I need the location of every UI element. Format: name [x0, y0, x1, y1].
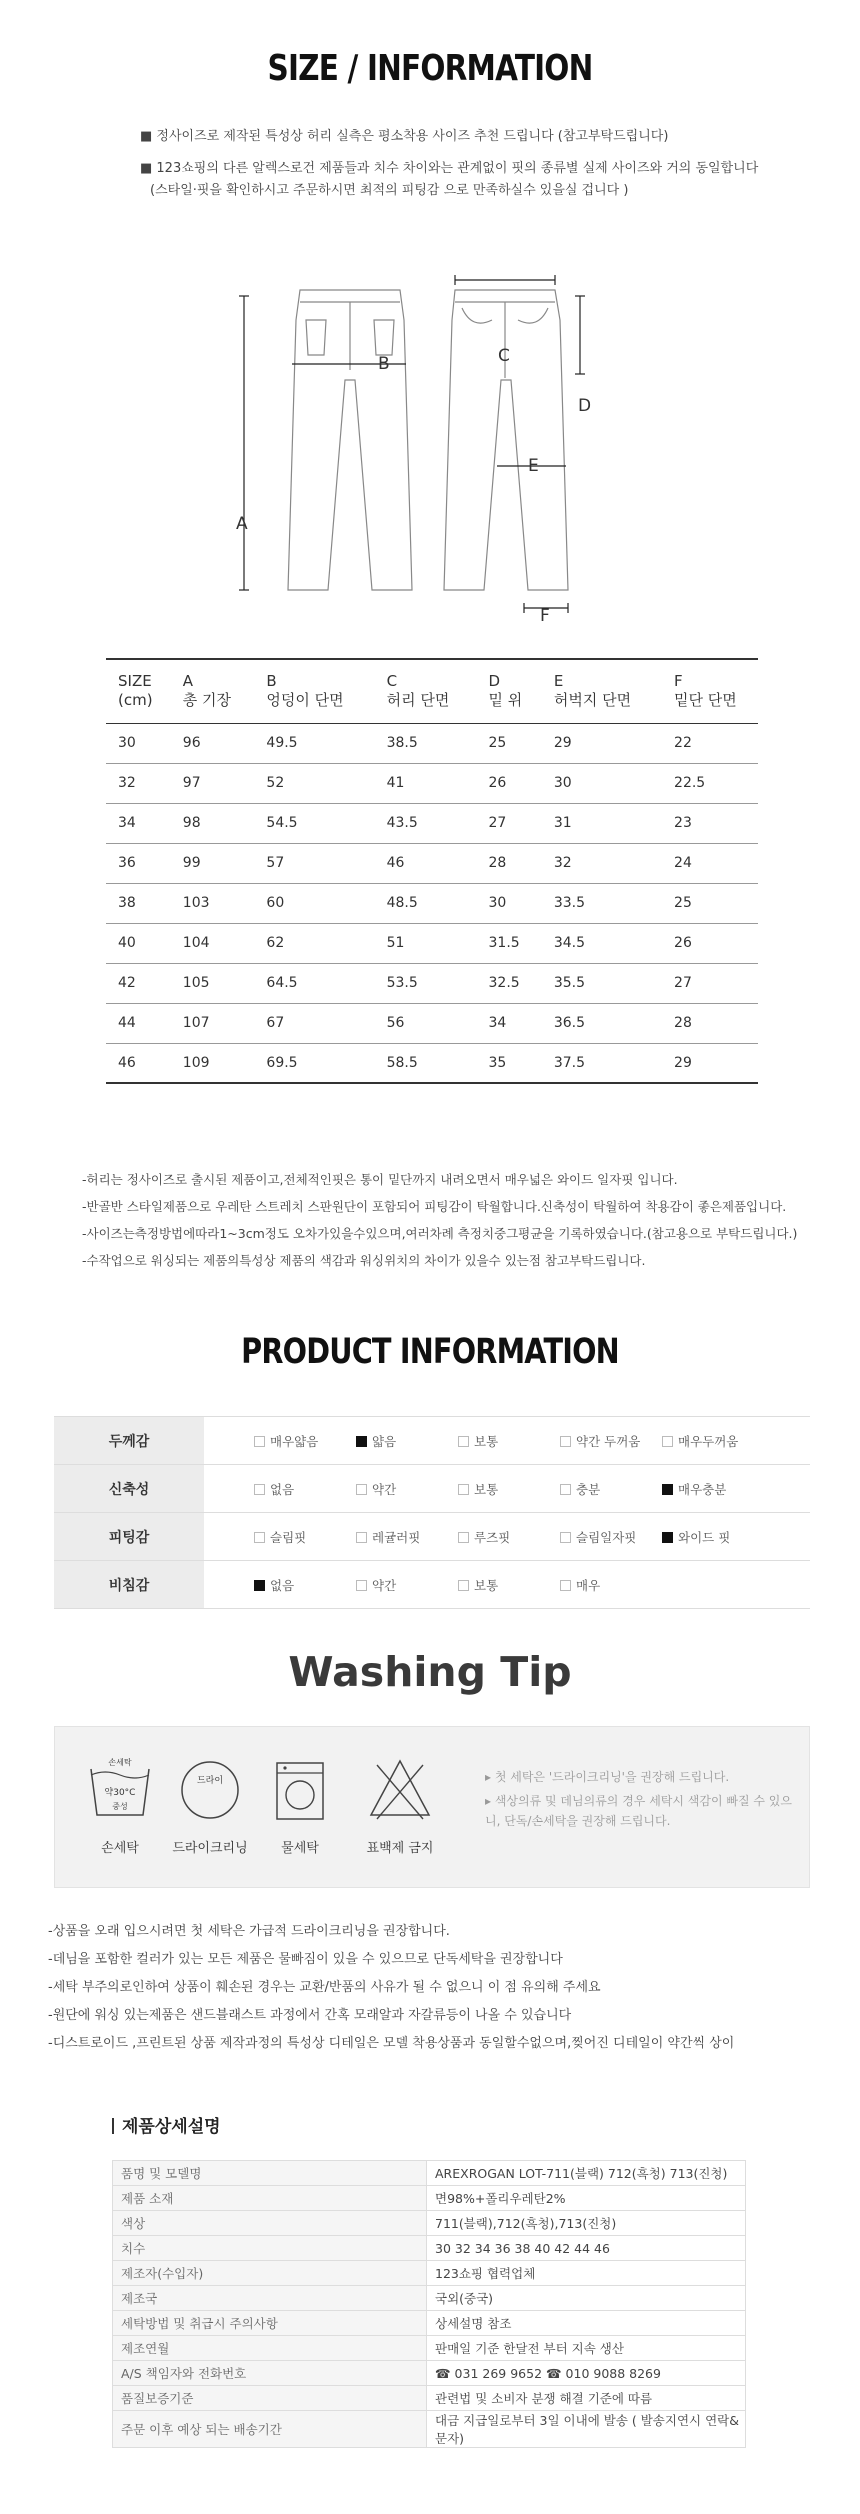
attribute-option-label: 약간 두꺼움 — [576, 1433, 641, 1449]
attribute-option — [458, 1432, 560, 1450]
washing-note-4: -원단에 워싱 있는제품은 샌드블래스트 과정에서 간혹 모래알과 자갈류등이 나올 수 있습니다 — [48, 2008, 572, 2023]
attribute-option-label: 충분 — [576, 1481, 601, 1497]
size-col-header-line: 엉덩이 단면 — [266, 691, 344, 710]
detail-value: AREXROGAN LOT-711(블랙) 712(흑청) 713(진청) — [427, 2161, 746, 2186]
machine-wash-icon — [255, 1755, 345, 1825]
pants-illustration — [0, 260, 860, 640]
no-bleach-icon — [355, 1755, 445, 1825]
size-table-header — [106, 659, 758, 723]
detail-key: 색상 — [113, 2211, 427, 2236]
attribute-option — [254, 1480, 356, 1498]
detail-key: 제조국 — [113, 2286, 427, 2311]
size-col-header-line: 허리 단면 — [386, 691, 450, 710]
washing-tip-text — [485, 1767, 805, 1835]
size-cell: 29 — [536, 723, 656, 763]
size-cell: 32.5 — [471, 963, 536, 1003]
size-cell: 96 — [165, 723, 249, 763]
unchecked-box-icon — [356, 1532, 367, 1543]
size-cell: 28 — [471, 843, 536, 883]
size-col-header-line: 허벅지 단면 — [553, 691, 632, 710]
unchecked-box-icon — [356, 1484, 367, 1495]
washing-note-3: -세탁 부주의로인하여 상품이 훼손된 경우는 교환/반품의 사유가 될 수 없으니 이 점 유의해 주세요 — [48, 1980, 601, 1995]
attribute-options — [204, 1513, 810, 1561]
size-cell: 33.5 — [536, 883, 656, 923]
size-row — [106, 1043, 758, 1083]
size-col-header — [656, 659, 758, 723]
size-cell: 67 — [248, 1003, 368, 1043]
checked-box-icon — [662, 1484, 673, 1495]
label-d: D — [578, 396, 592, 416]
hand-wash-text-bot: 중성 — [112, 1802, 128, 1811]
size-cell: 30 — [471, 883, 536, 923]
size-cell: 24 — [656, 843, 758, 883]
attribute-options — [204, 1417, 810, 1465]
size-cell: 28 — [656, 1003, 758, 1043]
size-cell: 43.5 — [369, 803, 471, 843]
size-col-header-line: (cm) — [118, 691, 153, 710]
washing-notes — [48, 1918, 808, 2058]
size-col-header — [471, 659, 536, 723]
dry-clean-text: 드라이 — [196, 1776, 224, 1786]
size-detail-note-1: -허리는 정사이즈로 출시된 제품이고,전체적인핏은 통이 밑단까지 내려오면서 매우넓은 와이드 일자핏 입니다. — [82, 1172, 678, 1187]
size-cell: 22.5 — [656, 763, 758, 803]
size-cell: 25 — [656, 883, 758, 923]
size-cell: 103 — [165, 883, 249, 923]
size-cell: 29 — [656, 1043, 758, 1083]
size-row — [106, 803, 758, 843]
detail-row — [113, 2211, 746, 2236]
attribute-option — [458, 1480, 560, 1498]
attribute-option-label: 와이드 핏 — [678, 1529, 731, 1545]
washing-note-2: -데님을 포함한 컬러가 있는 모든 제품은 물빠짐이 있을 수 있으므로 단독세탁을 권장합니다 — [48, 1952, 563, 1967]
detail-value: 면98%+폴리우레탄2% — [427, 2186, 746, 2211]
size-cell: 60 — [248, 883, 368, 923]
hand-wash-text-mid: 약30°C — [104, 1788, 136, 1798]
size-cell: 35.5 — [536, 963, 656, 1003]
size-cell: 56 — [369, 1003, 471, 1043]
size-cell: 46 — [369, 843, 471, 883]
attribute-row — [54, 1465, 810, 1513]
size-cell: 37.5 — [536, 1043, 656, 1083]
dry-clean-label: 드라이크리닝 — [172, 1841, 248, 1856]
size-cell: 30 — [106, 723, 165, 763]
attribute-option — [356, 1480, 458, 1498]
attribute-row — [54, 1417, 810, 1465]
washing-tip-title: Washing Tip — [288, 1648, 572, 1696]
unchecked-box-icon — [458, 1532, 469, 1543]
size-row — [106, 723, 758, 763]
detail-row — [113, 2186, 746, 2211]
unchecked-box-icon — [254, 1484, 265, 1495]
checked-box-icon — [356, 1436, 367, 1447]
size-cell: 98 — [165, 803, 249, 843]
size-cell: 52 — [248, 763, 368, 803]
attribute-label: 두께감 — [54, 1417, 204, 1465]
attribute-option-label: 약간 — [372, 1577, 397, 1593]
attribute-label: 피팅감 — [54, 1513, 204, 1561]
product-detail-title: 제품상세설명 — [112, 2112, 221, 2137]
size-cell: 109 — [165, 1043, 249, 1083]
size-row — [106, 883, 758, 923]
size-col-header-line: B — [266, 672, 277, 691]
detail-key: 제조자(수입자) — [113, 2261, 427, 2286]
attribute-option-label: 없음 — [270, 1481, 295, 1497]
size-cell: 41 — [369, 763, 471, 803]
detail-row — [113, 2336, 746, 2361]
attribute-option — [356, 1576, 458, 1594]
size-detail-note-2: -반골반 스타일제품으로 우레탄 스트레치 스판원단이 포함되어 피팅감이 탁월합니다.신축성이 탁월하여 착용감이 좋은제품입니다. — [82, 1199, 787, 1214]
size-cell: 27 — [471, 803, 536, 843]
product-information-title: PRODUCT INFORMATION — [241, 1332, 619, 1372]
detail-value: 대금 지급일로부터 3일 이내에 발송 ( 발송지연시 연락&문자) — [427, 2411, 746, 2448]
detail-key: 제조연월 — [113, 2336, 427, 2361]
label-e: E — [528, 456, 539, 476]
size-cell: 99 — [165, 843, 249, 883]
attribute-option-label: 레귤러핏 — [372, 1529, 421, 1545]
detail-value: 판매일 기준 한달전 부터 지속 생산 — [427, 2336, 746, 2361]
attribute-option — [254, 1528, 356, 1546]
attribute-option — [662, 1480, 764, 1498]
attribute-option — [458, 1576, 560, 1594]
size-cell: 26 — [471, 763, 536, 803]
size-detail-note-4: -수작업으로 워싱되는 제품의특성상 제품의 색감과 워싱위치의 차이가 있을수 있는점 참고부탁드립니다. — [82, 1253, 646, 1268]
label-c: C — [498, 346, 510, 366]
size-detail-notes — [82, 1166, 802, 1274]
size-cell: 32 — [106, 763, 165, 803]
size-cell: 54.5 — [248, 803, 368, 843]
checked-box-icon — [662, 1532, 673, 1543]
size-cell: 46 — [106, 1043, 165, 1083]
size-cell: 62 — [248, 923, 368, 963]
size-col-header-line: E — [553, 672, 564, 691]
detail-row — [113, 2286, 746, 2311]
size-cell: 53.5 — [369, 963, 471, 1003]
detail-key: 제품 소재 — [113, 2186, 427, 2211]
detail-value: 국외(중국) — [427, 2286, 746, 2311]
size-col-header — [536, 659, 656, 723]
washing-tip-1: ▸ 첫 세탁은 '드라이크리닝'을 권장해 드립니다. — [485, 1770, 730, 1784]
size-cell: 48.5 — [369, 883, 471, 923]
size-col-header-line: F — [674, 672, 683, 691]
size-cell: 97 — [165, 763, 249, 803]
unchecked-box-icon — [356, 1580, 367, 1591]
size-note-1: ■ 정사이즈로 제작된 특성상 허리 실측은 평소착용 사이즈 추천 드립니다 (참고부탁드립니다) — [140, 129, 669, 144]
attribute-option-label: 얇음 — [372, 1433, 397, 1449]
washing-note-1: -상품을 오래 입으시려면 첫 세탁은 가급적 드라이크리닝을 권장합니다. — [48, 1924, 450, 1939]
size-row — [106, 763, 758, 803]
detail-row — [113, 2261, 746, 2286]
attribute-option-label: 보통 — [474, 1481, 499, 1497]
attribute-option — [560, 1528, 662, 1546]
size-cell: 34.5 — [536, 923, 656, 963]
size-col-header-line: D — [488, 672, 501, 691]
detail-value: 30 32 34 36 38 40 42 44 46 — [427, 2236, 746, 2261]
hand-wash-icon — [75, 1755, 165, 1825]
size-cell: 31 — [536, 803, 656, 843]
attribute-row — [54, 1561, 810, 1609]
detail-value: 상세설명 참조 — [427, 2311, 746, 2336]
size-col-header-line: 밑단 단면 — [674, 691, 737, 710]
size-row — [106, 963, 758, 1003]
size-cell: 26 — [656, 923, 758, 963]
size-cell: 44 — [106, 1003, 165, 1043]
hand-wash-label: 손세탁 — [101, 1841, 139, 1856]
size-cell: 35 — [471, 1043, 536, 1083]
size-cell: 23 — [656, 803, 758, 843]
attribute-option-label: 매우 — [576, 1577, 601, 1593]
attribute-option — [254, 1432, 356, 1450]
size-table — [106, 658, 758, 1084]
size-col-header — [248, 659, 368, 723]
attribute-option-label: 보통 — [474, 1433, 499, 1449]
attribute-option-label: 보통 — [474, 1577, 499, 1593]
unchecked-box-icon — [254, 1532, 265, 1543]
detail-value: 관련법 및 소비자 분쟁 해결 기준에 따름 — [427, 2386, 746, 2411]
size-col-header — [165, 659, 249, 723]
attribute-option-label: 약간 — [372, 1481, 397, 1497]
attribute-option — [560, 1432, 662, 1450]
detail-row — [113, 2161, 746, 2186]
unchecked-box-icon — [254, 1436, 265, 1447]
attribute-options — [204, 1561, 810, 1609]
attribute-option — [560, 1576, 662, 1594]
attribute-option — [458, 1528, 560, 1546]
size-cell: 38.5 — [369, 723, 471, 763]
detail-value: ☎ 031 269 9652 ☎ 010 9088 8269 — [427, 2361, 746, 2386]
attribute-option — [356, 1528, 458, 1546]
size-col-header — [106, 659, 165, 723]
size-col-header — [369, 659, 471, 723]
washing-note-5: -디스트로이드 ,프린트된 상품 제작과정의 특성상 디테일은 모델 착용상품과 동일할수없으며,찢어진 디테일이 약간씩 상이 — [48, 2036, 735, 2051]
size-cell: 36 — [106, 843, 165, 883]
detail-value: 123쇼핑 협력업체 — [427, 2261, 746, 2286]
size-cell: 105 — [165, 963, 249, 1003]
detail-row — [113, 2236, 746, 2261]
detail-key: 주문 이후 예상 되는 배송기간 — [113, 2411, 427, 2448]
attribute-option-label: 없음 — [270, 1577, 295, 1593]
size-cell: 64.5 — [248, 963, 368, 1003]
unchecked-box-icon — [560, 1436, 571, 1447]
size-cell: 36.5 — [536, 1003, 656, 1043]
size-cell: 104 — [165, 923, 249, 963]
size-cell: 34 — [471, 1003, 536, 1043]
unchecked-box-icon — [560, 1532, 571, 1543]
size-cell: 30 — [536, 763, 656, 803]
size-cell: 107 — [165, 1003, 249, 1043]
size-cell: 32 — [536, 843, 656, 883]
size-cell: 34 — [106, 803, 165, 843]
attribute-row — [54, 1513, 810, 1561]
attribute-option — [662, 1528, 764, 1546]
attribute-option — [662, 1432, 764, 1450]
unchecked-box-icon — [458, 1436, 469, 1447]
unchecked-box-icon — [662, 1436, 673, 1447]
attribute-option-label: 매우얇음 — [270, 1433, 319, 1449]
attribute-option-label: 루즈핏 — [474, 1529, 511, 1545]
detail-row — [113, 2386, 746, 2411]
size-col-header-line: 밑 위 — [488, 691, 523, 710]
attribute-option-label: 슬림일자핏 — [576, 1529, 637, 1545]
product-detail-table — [112, 2160, 746, 2448]
detail-key: 품명 및 모델명 — [113, 2161, 427, 2186]
size-cell: 25 — [471, 723, 536, 763]
attribute-options — [204, 1465, 810, 1513]
size-cell: 57 — [248, 843, 368, 883]
pants-measurement-diagram — [0, 260, 860, 640]
size-cell: 22 — [656, 723, 758, 763]
attribute-option-label: 매우충분 — [678, 1481, 727, 1497]
label-f: F — [540, 606, 550, 626]
size-cell: 69.5 — [248, 1043, 368, 1083]
size-col-header-line: SIZE — [118, 672, 152, 691]
size-col-header-line: C — [386, 672, 398, 691]
unchecked-box-icon — [560, 1580, 571, 1591]
size-cell: 51 — [369, 923, 471, 963]
size-notes-block — [140, 126, 800, 212]
detail-key: A/S 책임자와 전화번호 — [113, 2361, 427, 2386]
size-row — [106, 1003, 758, 1043]
unchecked-box-icon — [560, 1484, 571, 1495]
size-detail-note-3: -사이즈는측정방법에따라1~3cm정도 오차가있을수있으며,여러차례 측정치중그평균을 기록하였습니다.(참고용으로 부탁드립니다.) — [82, 1226, 798, 1241]
attribute-label: 비침감 — [54, 1561, 204, 1609]
attribute-option-label: 매우두꺼움 — [678, 1433, 739, 1449]
label-a: A — [236, 514, 248, 534]
detail-key: 세탁방법 및 취급시 주의사항 — [113, 2311, 427, 2336]
detail-row — [113, 2311, 746, 2336]
detail-value: 711(블랙),712(흑청),713(진청) — [427, 2211, 746, 2236]
detail-key: 품질보증기준 — [113, 2386, 427, 2411]
no-bleach-label: 표백제 금지 — [366, 1841, 434, 1856]
detail-key: 치수 — [113, 2236, 427, 2261]
size-cell: 58.5 — [369, 1043, 471, 1083]
size-row — [106, 843, 758, 883]
attribute-option — [356, 1432, 458, 1450]
attribute-option — [560, 1480, 662, 1498]
size-cell: 31.5 — [471, 923, 536, 963]
size-note-2: ■ 123쇼핑의 다른 알렉스로건 제품들과 치수 차이와는 관계없이 핏의 종류별 실제 사이즈와 거의 동일합니다 — [140, 161, 759, 176]
hand-wash-text-top: 손세탁 — [108, 1758, 132, 1767]
label-b: B — [378, 354, 390, 374]
washing-tip-box — [54, 1726, 810, 1888]
size-cell: 42 — [106, 963, 165, 1003]
size-cell: 49.5 — [248, 723, 368, 763]
product-attribute-table — [54, 1416, 810, 1609]
size-note-3: (스타일·핏을 확인하시고 주문하시면 최적의 피팅감 으로 만족하실수 있을실 겁니다 ) — [150, 183, 629, 198]
attribute-option — [254, 1576, 356, 1594]
attribute-option-label: 슬림핏 — [270, 1529, 307, 1545]
attribute-label: 신축성 — [54, 1465, 204, 1513]
dry-clean-icon — [165, 1755, 255, 1825]
size-information-title: SIZE / INFORMATION — [267, 48, 593, 89]
unchecked-box-icon — [458, 1484, 469, 1495]
washing-tip-2: ▸ 색상의류 및 데님의류의 경우 세탁시 색감이 빠질 수 있으니, 단독/손세탁을 권장해 드립니다. — [485, 1794, 792, 1828]
size-cell: 40 — [106, 923, 165, 963]
size-col-header-line: A — [182, 672, 194, 691]
detail-row — [113, 2361, 746, 2386]
checked-box-icon — [254, 1580, 265, 1591]
size-cell: 38 — [106, 883, 165, 923]
size-row — [106, 923, 758, 963]
size-cell: 27 — [656, 963, 758, 1003]
size-col-header-line: 총 기장 — [182, 691, 232, 710]
detail-row — [113, 2411, 746, 2448]
machine-wash-label: 물세탁 — [281, 1841, 319, 1856]
unchecked-box-icon — [458, 1580, 469, 1591]
